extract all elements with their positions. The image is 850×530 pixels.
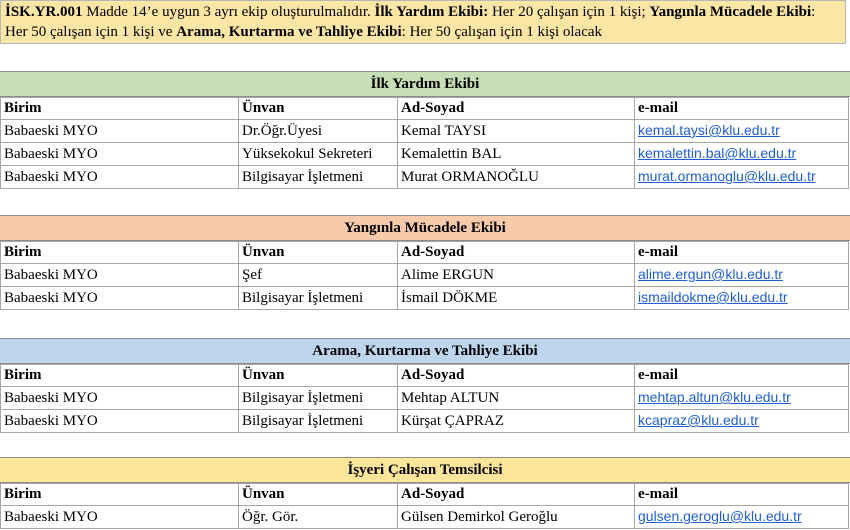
col-adsoyad: Ad-Soyad xyxy=(398,484,635,506)
table-row xyxy=(1,387,849,410)
col-birim: Birim xyxy=(1,98,239,120)
table-header-row xyxy=(1,242,849,264)
team-section-fire xyxy=(0,215,850,310)
cell-birim: Babaeski MYO xyxy=(1,410,239,433)
cell-unvan: Öğr. Gör. xyxy=(239,506,398,529)
cell-email xyxy=(635,120,849,143)
email-link[interactable]: kemalettin.bal@klu.edu.tr xyxy=(638,145,797,161)
cell-adsoyad: Kürşat ÇAPRAZ xyxy=(398,410,635,433)
table-row xyxy=(1,264,849,287)
intro-text-4: : Her 50 çalışan için 1 kişi olacak xyxy=(401,24,603,40)
cell-email xyxy=(635,287,849,310)
cell-birim: Babaeski MYO xyxy=(1,506,239,529)
intro-bold-first-aid: İlk Yardım Ekibi: xyxy=(374,4,489,20)
team-table xyxy=(0,97,849,189)
cell-email xyxy=(635,506,849,529)
email-link[interactable]: ismaildokme@klu.edu.tr xyxy=(638,289,788,305)
col-email: e-mail xyxy=(635,365,849,387)
col-adsoyad: Ad-Soyad xyxy=(398,365,635,387)
col-birim: Birim xyxy=(1,484,239,506)
cell-birim: Babaeski MYO xyxy=(1,120,239,143)
cell-unvan: Bilgisayar İşletmeni xyxy=(239,410,398,433)
email-link[interactable]: kemal.taysi@klu.edu.tr xyxy=(638,122,780,138)
cell-adsoyad: Kemalettin BAL xyxy=(398,143,635,166)
cell-adsoyad: Mehtap ALTUN xyxy=(398,387,635,410)
email-link[interactable]: gulsen.geroglu@klu.edu.tr xyxy=(638,508,802,524)
team-table xyxy=(0,364,849,433)
email-link[interactable]: kcapraz@klu.edu.tr xyxy=(638,412,759,428)
team-table xyxy=(0,241,849,310)
cell-birim: Babaeski MYO xyxy=(1,166,239,189)
team-title: İşyeri Çalışan Temsilcisi xyxy=(0,457,850,483)
document-code: İSK.YR.001 xyxy=(5,4,83,20)
team-section-rescue xyxy=(0,338,850,433)
intro-bold-rescue: Arama, Kurtarma ve Tahliye Ekibi xyxy=(176,24,402,40)
table-header-row xyxy=(1,484,849,506)
col-unvan: Ünvan xyxy=(239,242,398,264)
col-birim: Birim xyxy=(1,242,239,264)
cell-birim: Babaeski MYO xyxy=(1,264,239,287)
team-title: Arama, Kurtarma ve Tahliye Ekibi xyxy=(0,338,850,364)
col-adsoyad: Ad-Soyad xyxy=(398,242,635,264)
team-title: Yangınla Mücadele Ekibi xyxy=(0,215,850,241)
table-row xyxy=(1,120,849,143)
cell-adsoyad: Murat ORMANOĞLU xyxy=(398,166,635,189)
cell-unvan: Bilgisayar İşletmeni xyxy=(239,387,398,410)
cell-unvan: Bilgisayar İşletmeni xyxy=(239,166,398,189)
cell-birim: Babaeski MYO xyxy=(1,143,239,166)
cell-email xyxy=(635,410,849,433)
intro-text-1: Madde 14’e uygun 3 ayrı ekip oluşturulmalıdır. xyxy=(82,4,375,20)
intro-text-2: Her 20 çalışan için 1 kişi; xyxy=(488,4,650,20)
team-title: İlk Yardım Ekibi xyxy=(0,71,850,97)
cell-unvan: Şef xyxy=(239,264,398,287)
cell-adsoyad: İsmail DÖKME xyxy=(398,287,635,310)
table-row xyxy=(1,287,849,310)
cell-email xyxy=(635,166,849,189)
table-row xyxy=(1,143,849,166)
cell-unvan: Dr.Öğr.Üyesi xyxy=(239,120,398,143)
team-table xyxy=(0,483,849,529)
col-unvan: Ünvan xyxy=(239,98,398,120)
team-section-representative xyxy=(0,457,850,529)
cell-unvan: Yüksekokul Sekreteri xyxy=(239,143,398,166)
col-adsoyad: Ad-Soyad xyxy=(398,98,635,120)
email-link[interactable]: alime.ergun@klu.edu.tr xyxy=(638,266,783,282)
col-unvan: Ünvan xyxy=(239,484,398,506)
table-header-row xyxy=(1,98,849,120)
cell-adsoyad: Kemal TAYSI xyxy=(398,120,635,143)
team-section-first-aid xyxy=(0,71,850,189)
cell-email xyxy=(635,387,849,410)
table-row xyxy=(1,410,849,433)
table-row xyxy=(1,506,849,529)
cell-birim: Babaeski MYO xyxy=(1,387,239,410)
table-row xyxy=(1,166,849,189)
cell-adsoyad: Gülsen Demirkol Geroğlu xyxy=(398,506,635,529)
intro-note xyxy=(0,0,846,44)
table-header-row xyxy=(1,365,849,387)
cell-unvan: Bilgisayar İşletmeni xyxy=(239,287,398,310)
intro-bold-fire: Yangınla Mücadele Ekibi xyxy=(649,4,812,20)
email-link[interactable]: murat.ormanoglu@klu.edu.tr xyxy=(638,168,816,184)
email-link[interactable]: mehtap.altun@klu.edu.tr xyxy=(638,389,791,405)
col-birim: Birim xyxy=(1,365,239,387)
cell-email xyxy=(635,143,849,166)
col-email: e-mail xyxy=(635,98,849,120)
cell-birim: Babaeski MYO xyxy=(1,287,239,310)
cell-email xyxy=(635,264,849,287)
col-unvan: Ünvan xyxy=(239,365,398,387)
cell-adsoyad: Alime ERGUN xyxy=(398,264,635,287)
col-email: e-mail xyxy=(635,242,849,264)
col-email: e-mail xyxy=(635,484,849,506)
intro-text-3: : Her 50 çalışan için 1 kişi ve xyxy=(5,4,816,40)
